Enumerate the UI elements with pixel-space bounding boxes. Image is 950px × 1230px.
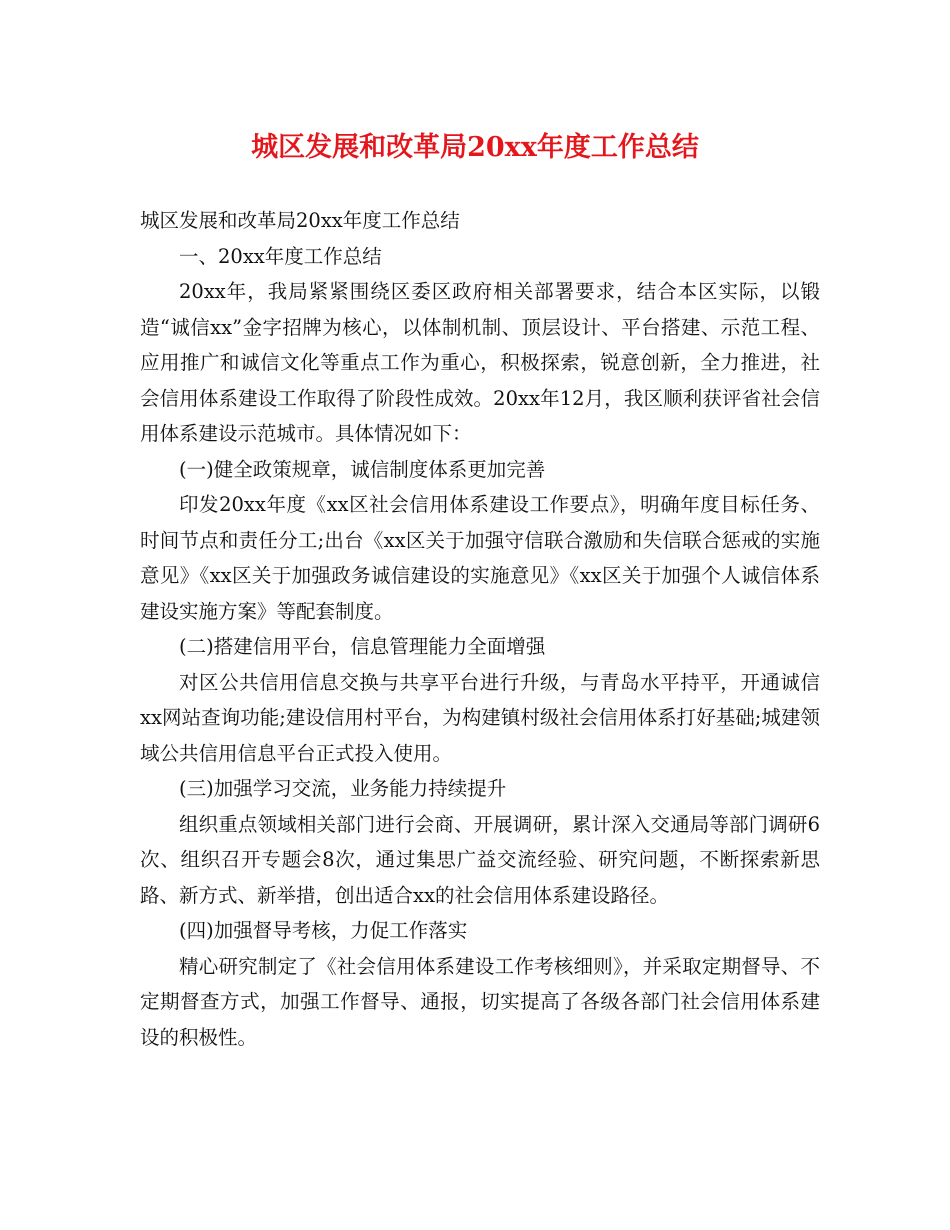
subsection-heading-4: (四)加强督导考核，力促工作落实 (179, 919, 468, 942)
subsection-paragraph-3: 组织重点领域相关部门进行会商、开展调研，累计深入交通局等部门调研6次、组织召开专题会8次，通过集思广益交流经验、研究问题，不断探索新思路、新方式、新举措，创出适合xx的社会信用体系建设路径。 (140, 812, 820, 907)
subsection-paragraph-1: 印发20xx年度《xx区社会信用体系建设工作要点》，明确年度目标任务、时间节点和责任分工;出台《xx区关于加强守信联合激励和失信联合惩戒的实施意见》《xx区关于加强政务诚信建设的实施意见》《xx区关于加强个人诚信体系建设实施方案》等配套制度。 (140, 493, 820, 623)
subsection-paragraph-4: 精心研究制定了《社会信用体系建设工作考核细则》，并采取定期督导、不定期督查方式，加强工作督导、通报，切实提高了各级各部门社会信用体系建设的积极性。 (140, 954, 820, 1049)
section-heading-1: 一、20xx年度工作总结 (179, 244, 382, 268)
body-heading: 城区发展和改革局20xx年度工作总结 (140, 209, 460, 232)
subsection-heading-2: (二)搭建信用平台，信息管理能力全面增强 (179, 635, 546, 658)
subsection-paragraph-2: 对区公共信用信息交换与共享平台进行升级，与青岛水平持平，开通诚信xx网站查询功能;建设信用村平台，为构建镇村级社会信用体系打好基础;城建领域公共信用信息平台正式投入使用。 (140, 670, 820, 765)
intro-paragraph: 20xx年，我局紧紧围绕区委区政府相关部署要求，结合本区实际，以锻造“诚信xx”金字招牌为核心，以体制机制、顶层设计、平台搭建、示范工程、应用推广和诚信文化等重点工作为重心，积极探索，锐意创新，全力推进，社会信用体系建设工作取得了阶段性成效。20xx年12月，我区顺利获评省社会信用体系建设示范城市。具体情况如下： (140, 280, 820, 445)
subsection-heading-1: (一)健全政策规章，诚信制度体系更加完善 (179, 457, 546, 481)
document-body (140, 203, 820, 1055)
document-title: 城区发展和改革局20xx年度工作总结 (251, 132, 699, 163)
subsection-heading-3: (三)加强学习交流，业务能力持续提升 (179, 777, 507, 800)
